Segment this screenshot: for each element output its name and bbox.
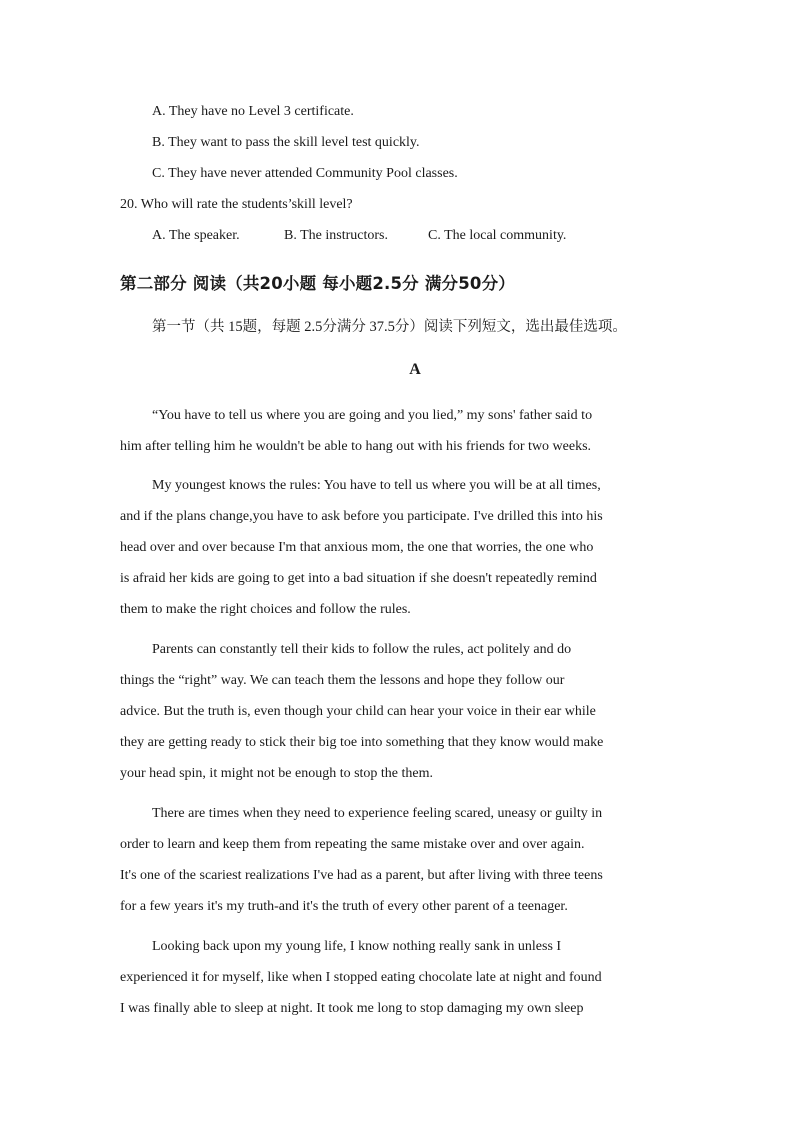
paragraph-1 (120, 400, 672, 462)
paragraph-line: advice. But the truth is, even though your child can hear your voice in their ear while (120, 704, 596, 719)
q20-options (152, 228, 566, 244)
paragraph-line: There are times when they need to experience feeling scared, uneasy or guilty in (152, 806, 603, 821)
q20-stem: 20. Who will rate the students’skill level? (120, 197, 353, 212)
paragraph-line: It's one of the scariest realizations I've had as a parent, but after living with three teens (120, 868, 603, 883)
paragraph-line: them to make the right choices and follow the rules. (120, 602, 411, 617)
paragraph-line: your head spin, it might not be enough to stop the them. (120, 766, 434, 781)
paragraph-5 (120, 931, 672, 1024)
paragraph-2 (120, 470, 672, 625)
paragraph-line: things the “right” way. We can teach them the lessons and hope they follow our (120, 673, 565, 688)
paragraph-line: head over and over because I'm that anxious mom, the one that worries, the one who (120, 540, 594, 555)
paragraph-line: him after telling him he wouldn't be able to hang out with his friends for two weeks. (120, 439, 592, 454)
paragraph-line: is afraid her kids are going to get into a bad situation if she doesn't repeatedly remind (120, 571, 597, 586)
part-heading: 第二部分 阅读（共20小题 每小题2.5分 满分50分） (120, 274, 515, 293)
paragraph-line: for a few years it's my truth-and it's the truth of every other parent of a teenager. (120, 899, 568, 914)
paragraph-line: My youngest knows the rules: You have to tell us where you will be at all times, (152, 478, 601, 493)
q19-option-c: C. They have never attended Community Pool classes. (152, 166, 458, 181)
paragraph-line: Parents can constantly tell their kids to follow the rules, act politely and do (152, 642, 572, 657)
paragraph-line: order to learn and keep them from repeating the same mistake over and over again. (120, 837, 585, 852)
q20-option-a: A. The speaker. (152, 228, 240, 243)
q20-option-c: C. The local community. (428, 228, 567, 243)
section-intro: 第一节（共 15题，每题 2.5分满分 37.5分）阅读下列短文，选出最佳选项。 (152, 319, 627, 335)
paragraph-line: Looking back upon my young life, I know nothing really sank in unless I (152, 939, 562, 954)
q19-option-b: B. They want to pass the skill level test quickly. (152, 135, 420, 150)
passage-title: A (409, 361, 421, 378)
paragraph-line: they are getting ready to stick their big toe into something that they know would make (120, 735, 604, 750)
paragraph-4 (120, 798, 672, 922)
paragraph-line: “You have to tell us where you are going and you lied,” my sons' father said to (152, 408, 593, 423)
paragraph-line: and if the plans change,you have to ask before you participate. I've drilled this into his (120, 509, 603, 524)
paragraph-line: experienced it for myself, like when I stopped eating chocolate late at night and found (120, 970, 602, 985)
q19-option-a: A. They have no Level 3 certificate. (152, 104, 354, 119)
paragraph-3 (120, 634, 672, 789)
paragraph-line: I was finally able to sleep at night. It took me long to stop damaging my own sleep (120, 1001, 584, 1016)
q20-option-b: B. The instructors. (284, 228, 388, 243)
